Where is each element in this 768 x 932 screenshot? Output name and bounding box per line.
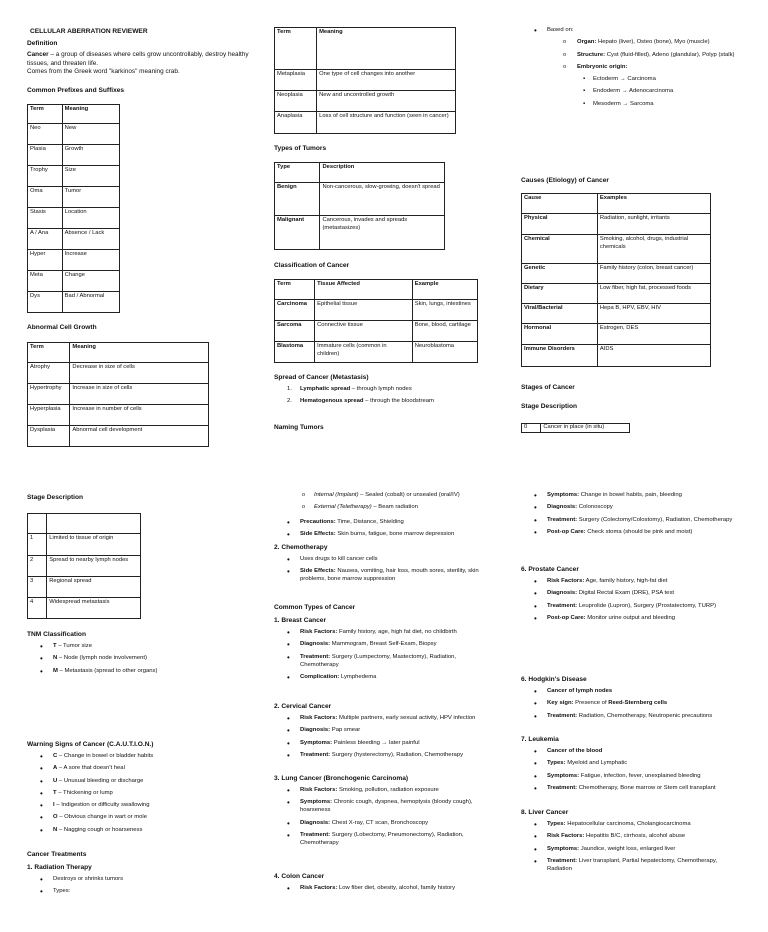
list-item: • Uses drugs to kill cancer cells (274, 556, 496, 564)
table-row (275, 342, 478, 363)
table-cell: Bone, blood, cartilage (412, 321, 477, 342)
table-cell: Smoking, alcohol, drugs, industrial chemicals (597, 235, 710, 264)
table-cell: Family history (colon, breast cancer) (597, 264, 710, 284)
list-item: 2. Hematogenous spread – through the bloodstream (287, 397, 434, 404)
list-item: • Risk Factors: Hepatitis B/C, cirrhosis, alcohol abuse (521, 833, 743, 841)
table-row (275, 70, 456, 91)
table-header-row (275, 28, 456, 70)
table-cell: Loss of cell structure and function (seen in cancer) (317, 112, 456, 134)
hodgkin-list (521, 688, 743, 725)
table-cell: Genetic (522, 264, 598, 284)
table-row (275, 91, 456, 112)
list-item: • Risk Factors: Multiple partners, early sexual activity, HPV infection (274, 715, 496, 723)
table-cell: AIDS (597, 345, 710, 367)
colon-more-list (521, 492, 743, 541)
table-cell: One type of cell changes into another (317, 70, 456, 91)
column-header: Meaning (70, 343, 209, 363)
list-item: • Treatment: Surgery (Lumpectomy, Mastectomy), Radiation, Chemotherapy (274, 654, 496, 670)
table-cell: Neoplasia (275, 91, 317, 112)
list-item: • Treatment: Liver transplant, Partial hepatectomy, Chemotherapy, Radiation (521, 858, 743, 874)
spread-list (274, 386, 484, 410)
table-cell: Hyperplasia (28, 405, 70, 426)
table-cell: Cancer in place (in situ) (541, 424, 630, 433)
spread-heading: Spread of Cancer (Metastasis) (274, 374, 369, 381)
table-row (28, 292, 120, 313)
table-cell: Bad / Abnormal (62, 292, 119, 313)
list-item: • Types: Myeloid and Lymphatic (521, 760, 743, 768)
table-cell: Abnormal cell development (70, 426, 209, 447)
table-row (275, 216, 445, 250)
table-cell: Increase in number of cells (70, 405, 209, 426)
list-item: • Diagnosis: Pap smear (274, 727, 496, 735)
list-item: • Symptoms: Fatigue, infection, fever, unexplained bleeding (521, 773, 743, 781)
list-item: • Treatment: Surgery (Lobectomy, Pneumonectomy), Radiation, Chemotherapy (274, 832, 496, 848)
list-item: • M – Metastasis (spread to other organs) (27, 668, 247, 676)
table-cell: Immune Disorders (522, 345, 598, 367)
tumors-heading: Types of Tumors (274, 145, 327, 152)
table-row (275, 321, 478, 342)
caution-heading: Warning Signs of Cancer (C.A.U.T.I.O.N.) (27, 741, 154, 748)
column-header: Meaning (317, 28, 456, 70)
stage-zero-table (521, 423, 630, 433)
table-cell (47, 514, 141, 534)
table-cell: Widespread metastasis (47, 598, 141, 619)
table-cell: Increase in size of cells (70, 384, 209, 405)
table-cell: Growth (62, 145, 119, 166)
table-row (28, 166, 120, 187)
list-item: • Symptoms: Change in bowel habits, pain, bleeding (521, 492, 743, 500)
table-cell: 1 (28, 534, 47, 556)
list-item: • Post-op Care: Monitor urine output and bleeding (521, 615, 743, 623)
table-row (28, 187, 120, 208)
table-cell: Size (62, 166, 119, 187)
list-item: ▪ Endoderm → Adenocarcinoma (521, 88, 741, 96)
list-item: • N – Nagging cough or hoarseness (27, 827, 247, 835)
table-row (28, 426, 209, 447)
table-header-row (522, 194, 711, 214)
common-heading: Common Types of Cancer (274, 604, 356, 611)
hodgkin-heading: 6. Hodgkin's Disease (521, 676, 587, 683)
table-cell: Blastoma (275, 342, 315, 363)
tumor-types-table (274, 162, 445, 250)
table-cell: Oma (28, 187, 63, 208)
list-item: o Organ: Hepato (liver), Osteo (bone), Myo (muscle) (521, 39, 741, 47)
column-header: Term (275, 28, 317, 70)
classification-table (274, 279, 478, 363)
colon-heading: 4. Colon Cancer (274, 873, 325, 880)
list-item: • Based on: (521, 27, 741, 35)
list-item: • Diagnosis: Mammogram, Breast Self-Exam, Biopsy (274, 641, 496, 649)
table-row (522, 214, 711, 235)
radiation-heading: 1. Radiation Therapy (27, 864, 92, 871)
column-header: Meaning (62, 105, 119, 124)
table-row (28, 577, 141, 598)
list-item: • Types: Hepatocellular carcinoma, Cholangiocarcinoma (521, 821, 743, 829)
prostate-list (521, 578, 743, 627)
list-item: • Destroys or shrinks tumors (27, 876, 247, 884)
cervical-list (274, 715, 496, 764)
column-header: Examples (597, 194, 710, 214)
column-header: Type (275, 163, 320, 183)
table-cell: Anaplasia (275, 112, 317, 134)
list-item: • Treatment: Surgery (Colectomy/Colostomy), Radiation, Chemotherapy (521, 517, 743, 525)
table-row (28, 384, 209, 405)
table-header-row (28, 105, 120, 124)
table-row (28, 145, 120, 166)
table-row (522, 264, 711, 284)
table-cell: Atrophy (28, 363, 70, 384)
list-item: • U – Unusual bleeding or discharge (27, 778, 247, 786)
table-cell: Meta (28, 271, 63, 292)
list-item: • Risk Factors: Family history, age, high fat diet, no childbirth (274, 629, 496, 637)
list-item: • A – A sore that doesn't heal (27, 765, 247, 773)
table-cell: 3 (28, 577, 47, 598)
table-row (28, 271, 120, 292)
chemo-list (274, 556, 496, 589)
naming-list (521, 27, 741, 113)
radiation-more-list (274, 519, 504, 544)
document-title: CELLULAR ABERRATION REVIEWER (30, 28, 148, 35)
table-cell: Limited to tissue of origin (47, 534, 141, 556)
table-cell: Hypertrophy (28, 384, 70, 405)
list-item: • T – Tumor size (27, 643, 247, 651)
table-row (275, 183, 445, 216)
cervical-heading: 2. Cervical Cancer (274, 703, 332, 710)
table-row (28, 250, 120, 271)
definition-text: Cancer – a group of diseases where cells grow uncontrollably, destroy healthy tissues, and threaten life. Comes from the Greek word "karkinos" meaning crab. (27, 51, 249, 76)
list-item: • Precautions: Time, Distance, Shielding (274, 519, 504, 527)
table-cell: Plasia (28, 145, 63, 166)
table-cell: Dietary (522, 284, 598, 304)
stages-subheading: Stage Description (521, 403, 578, 410)
table-row (522, 324, 711, 345)
abnormal-heading: Abnormal Cell Growth (27, 324, 97, 331)
list-item: 1. Lymphatic spread – through lymph nodes (287, 386, 412, 392)
table-cell: 4 (28, 598, 47, 619)
table-cell: Hyper (28, 250, 63, 271)
table-cell: New and uncontrolled growth (317, 91, 456, 112)
table-cell: Immature cells (common in children) (315, 342, 413, 363)
table-header-row (28, 343, 209, 363)
naming-heading: Naming Tumors (274, 424, 324, 431)
table-cell: New (62, 124, 119, 145)
list-item: • Treatment: Chemotherapy, Bone marrow or Stem cell transplant (521, 785, 743, 793)
table-cell: Skin, lungs, intestines (412, 300, 477, 321)
table-cell: Malignant (275, 216, 320, 250)
table-row (522, 235, 711, 264)
table-cell: Epithelial tissue (315, 300, 413, 321)
table-cell: A / Ana (28, 229, 63, 250)
liver-list (521, 821, 743, 878)
list-item: • O – Obvious change in wart or mole (27, 814, 247, 822)
list-item: • Key sign: Presence of Reed-Sternberg cells (521, 700, 743, 708)
causes-heading: Causes (Etiology) of Cancer (521, 177, 609, 184)
term-meaning-table (274, 27, 456, 134)
list-item: • Post-op Care: Check stoma (should be pink and moist) (521, 529, 743, 537)
causes-table (521, 193, 711, 367)
table-row (275, 112, 456, 134)
table-row (522, 304, 711, 324)
list-item: • Diagnosis: Digital Rectal Exam (DRE), PSA test (521, 590, 743, 598)
table-row (28, 124, 120, 145)
lung-heading: 3. Lung Cancer (Bronchogenic Carcinoma) (274, 775, 409, 782)
column-header: Term (28, 343, 70, 363)
column-header: Cause (522, 194, 598, 214)
table-cell: Trophy (28, 166, 63, 187)
lung-list (274, 787, 496, 852)
table-cell: Decrease in size of cells (70, 363, 209, 384)
column-header: Description (320, 163, 445, 183)
list-item: ▪ Ectoderm → Carcinoma (521, 76, 741, 84)
list-item: • Side Effects: Skin burns, fatigue, bone marrow depression (274, 531, 504, 539)
table-cell: Absence / Lack (62, 229, 119, 250)
stages-heading: Stages of Cancer (521, 384, 575, 391)
chemo-heading: 2. Chemotherapy (274, 544, 328, 551)
table-cell: Low fiber, high fat, processed foods (597, 284, 710, 304)
table-cell: Carcinoma (275, 300, 315, 321)
definition-heading: Definition (27, 40, 58, 47)
table-row (522, 345, 711, 367)
table-cell: Metaplasia (275, 70, 317, 91)
list-item: • Side Effects: Nausea, vomiting, hair loss, mouth sores, sterility, skin problems, bone marrow suppression (274, 568, 496, 584)
list-item: o Embryonic origin: (521, 64, 741, 72)
treatments-heading: Cancer Treatments (27, 851, 87, 858)
table-cell: Connective tissue (315, 321, 413, 342)
list-item: • Diagnosis: Chest X-ray, CT scan, Bronchoscopy (274, 820, 496, 828)
table-cell: Estrogen, DES (597, 324, 710, 345)
table-header-row (275, 163, 445, 183)
list-item: • Risk Factors: Age, family history, high-fat diet (521, 578, 743, 586)
tnm-heading: TNM Classification (27, 631, 86, 638)
leukemia-heading: 7. Leukemia (521, 736, 559, 743)
leukemia-list (521, 748, 743, 797)
list-item: • I – Indigestion or difficulty swallowing (27, 802, 247, 810)
list-item: • C – Change in bowel or bladder habits (27, 753, 247, 761)
table-cell: Neuroblastoma (412, 342, 477, 363)
table-row (522, 424, 630, 433)
list-item: • Cancer of lymph nodes (521, 688, 743, 696)
column-header: Tissue Affected (315, 280, 413, 300)
list-item: • Diagnosis: Colonoscopy (521, 504, 743, 512)
table-cell: Regional spread (47, 577, 141, 598)
table-cell: Non-cancerous, slow-growing, doesn't spread (320, 183, 445, 216)
table-cell: Neo (28, 124, 63, 145)
breast-list (274, 629, 496, 686)
list-item: • T – Thickening or lump (27, 790, 247, 798)
table-header-row (275, 280, 478, 300)
liver-heading: 8. Liver Cancer (521, 809, 569, 816)
table-cell: Dysplasia (28, 426, 70, 447)
table-row (28, 405, 209, 426)
list-item: • Symptoms: Chronic cough, dyspnea, hemoptysis (bloody cough), hoarseness (274, 799, 496, 815)
table-cell: Dys (28, 292, 63, 313)
table-cell: Chemical (522, 235, 598, 264)
table-cell (28, 514, 47, 534)
table-cell: Tumor (62, 187, 119, 208)
table-cell: Radiation, sunlight, irritants (597, 214, 710, 235)
colon-list (274, 885, 496, 897)
list-item: • Cancer of the blood (521, 748, 743, 756)
list-item: ▪ Mesoderm → Sarcoma (521, 101, 741, 109)
column-header: Term (275, 280, 315, 300)
radiation-list (27, 876, 247, 901)
column-header: Term (28, 105, 63, 124)
list-item: • Treatment: Surgery (hysterectomy), Radiation, Chemotherapy (274, 752, 496, 760)
list-item: • Risk Factors: Low fiber diet, obesity, alcohol, family history (274, 885, 496, 893)
list-item: o External (Teletherapy) – Beam radiation (274, 504, 504, 512)
abnormal-growth-table (27, 342, 209, 447)
list-item: • Treatment: Radiation, Chemotherapy, Neutropenic precautions (521, 713, 743, 721)
prefixes-heading: Common Prefixes and Suffixes (27, 87, 125, 94)
prostate-heading: 6. Prostate Cancer (521, 566, 579, 573)
table-cell: Spread to nearby lymph nodes (47, 556, 141, 577)
table-cell: Increase (62, 250, 119, 271)
table-cell: Sarcoma (275, 321, 315, 342)
column-header: Example (412, 280, 477, 300)
table-cell: Viral/Bacterial (522, 304, 598, 324)
classification-heading: Classification of Cancer (274, 262, 350, 269)
table-row (28, 363, 209, 384)
table-cell: Hormonal (522, 324, 598, 345)
stages-table (27, 513, 141, 619)
table-cell: Benign (275, 183, 320, 216)
list-item: • Symptoms: Jaundice, weight loss, enlarged liver (521, 846, 743, 854)
list-item: • Complication: Lymphedema (274, 674, 496, 682)
table-row (28, 229, 120, 250)
list-item: o Structure: Cyst (fluid-filled), Adeno (glandular), Polyp (stalk) (521, 52, 741, 60)
table-cell: 0 (522, 424, 541, 433)
table-row (28, 208, 120, 229)
table-cell: Stasis (28, 208, 63, 229)
list-item: • Risk Factors: Smoking, pollution, radiation exposure (274, 787, 496, 795)
prefixes-table (27, 104, 120, 313)
table-cell: Location (62, 208, 119, 229)
table-row (28, 534, 141, 556)
breast-heading: 1. Breast Cancer (274, 617, 327, 624)
radiation-types-list (274, 492, 504, 517)
caution-list (27, 753, 247, 839)
table-cell: Hepa B, HPV, EBV, HIV (597, 304, 710, 324)
tnm-list (27, 643, 247, 680)
table-row (275, 300, 478, 321)
table-row (28, 556, 141, 577)
table-row (28, 514, 141, 534)
list-item: o Internal (Implant) – Sealed (cobalt) or unsealed (oral/IV) (274, 492, 504, 500)
table-cell: Change (62, 271, 119, 292)
table-cell: Physical (522, 214, 598, 235)
table-cell: Cancerous, invades and spreads (metastasizes) (320, 216, 445, 250)
table-row (28, 598, 141, 619)
table-cell: 2 (28, 556, 47, 577)
stage-description-heading: Stage Description (27, 494, 84, 501)
list-item: • Treatment: Leuprolide (Lupron), Surgery (Prostatectomy, TURP) (521, 603, 743, 611)
list-item: • Symptoms: Painless bleeding → later painful (274, 740, 496, 748)
list-item: • Types: (27, 888, 247, 896)
table-row (522, 284, 711, 304)
list-item: • N – Node (lymph node involvement) (27, 655, 247, 663)
